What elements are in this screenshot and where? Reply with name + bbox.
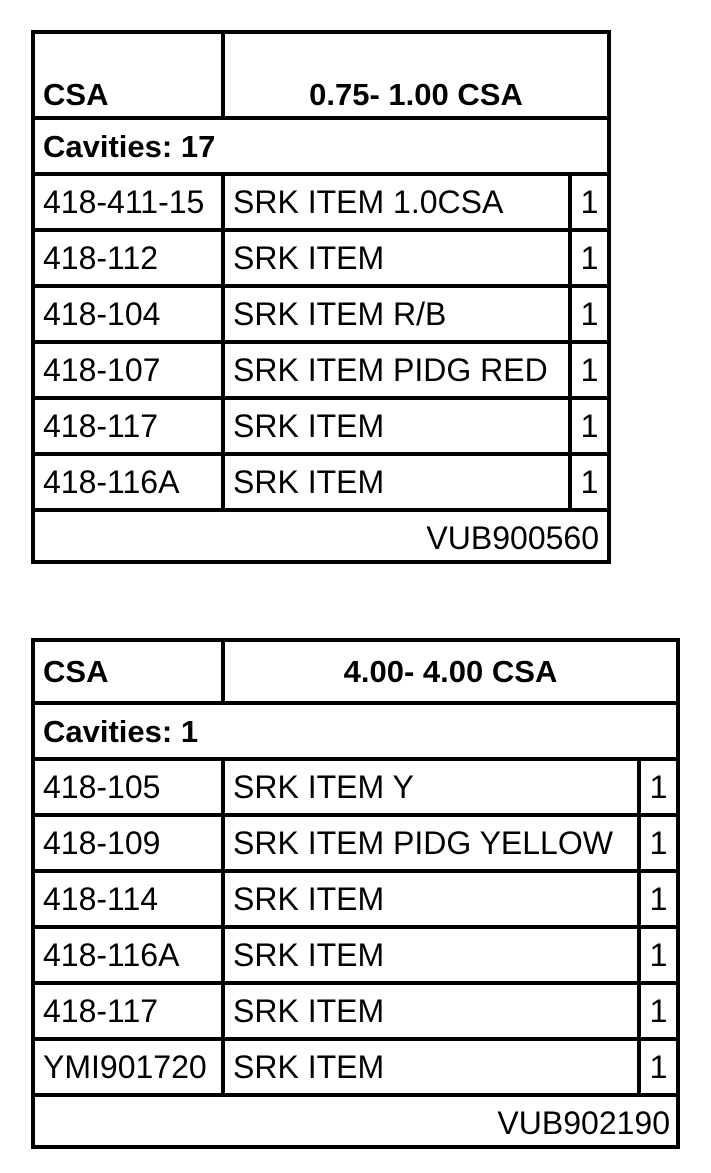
- csa-range: 0.75- 1.00 CSA: [309, 77, 523, 112]
- item-quantity: 1: [580, 296, 599, 332]
- item-description: SRK ITEM: [233, 464, 385, 500]
- part-number: YMI901720: [43, 1049, 207, 1085]
- item-description: SRK ITEM R/B: [233, 296, 447, 332]
- csa-table-1: [31, 30, 611, 564]
- item-quantity: 1: [649, 937, 668, 973]
- part-number: 418-116A: [43, 937, 180, 973]
- table-header-row: [35, 642, 676, 701]
- table-row: [35, 340, 607, 396]
- cavities-row: [35, 116, 607, 172]
- table-row: [35, 925, 676, 981]
- item-quantity: 1: [580, 352, 599, 388]
- part-number: 418-411-15: [43, 184, 205, 220]
- csa-label: CSA: [43, 77, 109, 112]
- csa-label: CSA: [43, 654, 109, 689]
- item-description: SRK ITEM: [233, 937, 385, 973]
- part-number: 418-107: [43, 352, 161, 388]
- table-row: [35, 228, 607, 284]
- part-number: 418-112: [43, 240, 159, 276]
- part-number: 418-117: [43, 408, 159, 444]
- footer-code: VUB902190: [497, 1105, 670, 1141]
- table-footer-row: [35, 508, 607, 564]
- table-header-row: [35, 34, 607, 116]
- item-description: SRK ITEM PIDG YELLOW: [233, 825, 613, 861]
- item-description: SRK ITEM: [233, 993, 385, 1029]
- item-description: SRK ITEM: [233, 1049, 385, 1085]
- footer-code: VUB900560: [426, 520, 599, 556]
- part-number: 418-116A: [43, 464, 180, 500]
- item-quantity: 1: [580, 240, 599, 276]
- table-row: [35, 172, 607, 228]
- part-number: 418-109: [43, 825, 161, 861]
- cavities-row: [35, 701, 676, 757]
- table-row: [35, 284, 607, 340]
- item-quantity: 1: [580, 464, 599, 500]
- item-quantity: 1: [649, 1049, 668, 1085]
- table-row: [35, 1037, 676, 1093]
- item-quantity: 1: [649, 825, 668, 861]
- csa-table-2: [31, 638, 680, 1149]
- item-quantity: 1: [649, 881, 668, 917]
- item-description: SRK ITEM: [233, 240, 385, 276]
- item-description: SRK ITEM: [233, 881, 385, 917]
- table-row: [35, 813, 676, 869]
- table-footer-row: [35, 1093, 676, 1149]
- table-row: [35, 452, 607, 508]
- table-row: [35, 757, 676, 813]
- csa-range: 4.00- 4.00 CSA: [343, 654, 558, 689]
- item-quantity: 1: [649, 769, 668, 805]
- item-description: SRK ITEM PIDG RED: [233, 352, 548, 388]
- table-row: [35, 869, 676, 925]
- item-quantity: 1: [580, 408, 599, 444]
- table-row: [35, 396, 607, 452]
- cavities-count: Cavities: 1: [43, 713, 199, 749]
- item-description: SRK ITEM Y: [233, 769, 414, 805]
- item-description: SRK ITEM 1.0CSA: [233, 184, 504, 220]
- item-description: SRK ITEM: [233, 408, 385, 444]
- item-quantity: 1: [580, 184, 599, 220]
- part-number: 418-105: [43, 769, 161, 805]
- table-row: [35, 981, 676, 1037]
- item-quantity: 1: [649, 993, 668, 1029]
- cavities-count: Cavities: 17: [43, 128, 216, 164]
- part-number: 418-104: [43, 296, 161, 332]
- part-number: 418-117: [43, 993, 159, 1029]
- part-number: 418-114: [43, 881, 159, 917]
